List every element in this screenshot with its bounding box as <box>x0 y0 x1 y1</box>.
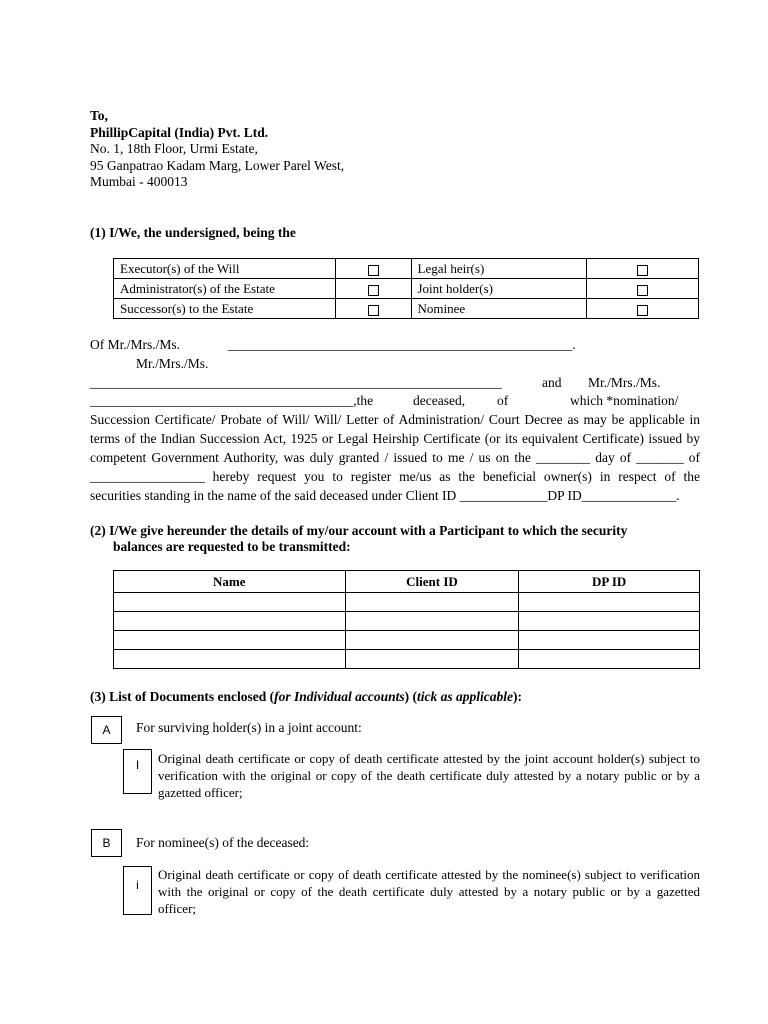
item-a-i-box: I <box>123 749 152 794</box>
of-text: of <box>497 393 509 408</box>
item-a-box: A <box>91 716 122 744</box>
section1-heading: (1) I/We, the undersigned, being the <box>90 225 296 240</box>
address-line2: 95 Ganpatrao Kadam Marg, Lower Parel West, <box>90 157 345 173</box>
address-company: PhillipCapital (India) Pvt. Ltd. <box>90 124 269 140</box>
of-label: Of Mr./Mrs./Ms. <box>90 337 181 352</box>
item-b-i-box: i <box>123 866 152 915</box>
and-text: and <box>542 375 562 390</box>
column-header-name: Name <box>114 571 346 593</box>
item-b-box: B <box>91 829 122 857</box>
heading-part: (3) List of Documents enclosed ( <box>90 689 275 704</box>
capacity-label: Joint holder(s) <box>411 279 586 299</box>
paragraph-line: competent Government Authority, was duly granted / issued to me / us on the ________ day of _______ of <box>90 450 700 465</box>
legal-heir-checkbox[interactable] <box>586 259 698 279</box>
item-a-i-text: Original death certificate or copy of death certificate attested by the joint account holder(s) subject to verification with the original or copy of the death certificate duly attested by a notary public or by a gazetted officer; <box>158 751 700 800</box>
capacity-label: Administrator(s) of the Estate <box>114 279 336 299</box>
addressee-block <box>90 108 344 191</box>
client-id-cell[interactable] <box>345 650 519 669</box>
joint-holder-checkbox[interactable] <box>586 279 698 299</box>
table-row <box>114 612 700 631</box>
section2-heading: (2) I/We give hereunder the details of my/our account with a Participant to which the security <box>90 523 628 538</box>
dp-id-cell[interactable] <box>519 650 700 669</box>
table-header-row <box>114 571 700 593</box>
heading-emphasis: for Individual accounts <box>274 689 405 704</box>
applicant2-name-blank[interactable]: _______________________________________,the <box>90 393 374 408</box>
applicant-name-blank[interactable]: _____________________________________________________________ <box>90 375 502 390</box>
column-header-dp-id: DP ID <box>519 571 700 593</box>
capacity-label: Nominee <box>411 299 586 319</box>
section3-heading <box>90 689 522 705</box>
table-row <box>114 259 699 279</box>
client-id-cell[interactable] <box>345 631 519 650</box>
capacity-checkbox-table <box>113 258 699 319</box>
heading-part: ): <box>513 689 522 704</box>
column-header-client-id: Client ID <box>345 571 519 593</box>
deceased-name-blank[interactable]: ___________________________________________________. <box>228 337 576 352</box>
successor-checkbox[interactable] <box>336 299 411 319</box>
name-cell[interactable] <box>114 650 346 669</box>
table-row <box>114 650 700 669</box>
name-cell[interactable] <box>114 593 346 612</box>
table-row <box>114 631 700 650</box>
heading-emphasis: tick as applicable <box>417 689 513 704</box>
capacity-label: Successor(s) to the Estate <box>114 299 336 319</box>
dp-id-cell[interactable] <box>519 593 700 612</box>
section2-heading-cont: balances are requested to be transmitted: <box>113 539 351 554</box>
paragraph-line: _________________ hereby request you to register me/us as the beneficial owner(s) in respect of the <box>90 469 700 484</box>
deceased-text: deceased, <box>413 393 466 408</box>
paragraph-line: Succession Certificate/ Probate of Will/ Will/ Letter of Administration/ Court Decree as may be applicable in <box>90 412 700 427</box>
client-id-cell[interactable] <box>345 593 519 612</box>
executor-checkbox[interactable] <box>336 259 411 279</box>
name-cell[interactable] <box>114 612 346 631</box>
item-b-text: For nominee(s) of the deceased: <box>136 835 310 850</box>
capacity-label: Executor(s) of the Will <box>114 259 336 279</box>
dp-id-cell[interactable] <box>519 631 700 650</box>
item-a-text: For surviving holder(s) in a joint account: <box>136 720 362 735</box>
administrator-checkbox[interactable] <box>336 279 411 299</box>
heading-part: ) ( <box>404 689 418 704</box>
capacity-label: Legal heir(s) <box>411 259 586 279</box>
client-id-cell[interactable] <box>345 612 519 631</box>
item-b-i-text: Original death certificate or copy of death certificate attested by the nominee(s) subject to verification with the original or copy of the death certificate duly attested by a notary public or by a gazetted officer; <box>158 867 700 916</box>
nomination-text: which *nomination/ <box>570 393 679 408</box>
table-row <box>114 279 699 299</box>
table-row <box>114 299 699 319</box>
paragraph-line: terms of the Indian Succession Act, 1925 or Legal Heirship Certificate (or its equivalent Certificate) issued by <box>90 431 700 446</box>
address-line1: No. 1, 18th Floor, Urmi Estate, <box>90 141 258 156</box>
account-details-table <box>113 570 700 669</box>
address-line3: Mumbai - 400013 <box>90 174 188 189</box>
paragraph-line: securities standing in the name of the said deceased under Client ID _____________DP ID______________. <box>90 488 680 503</box>
mr-label: Mr./Mrs./Ms. <box>136 356 209 371</box>
address-to: To, <box>90 108 108 123</box>
name-cell[interactable] <box>114 631 346 650</box>
dp-id-cell[interactable] <box>519 612 700 631</box>
table-row <box>114 593 700 612</box>
mr-label-2: Mr./Mrs./Ms. <box>588 375 661 390</box>
nominee-checkbox[interactable] <box>586 299 698 319</box>
